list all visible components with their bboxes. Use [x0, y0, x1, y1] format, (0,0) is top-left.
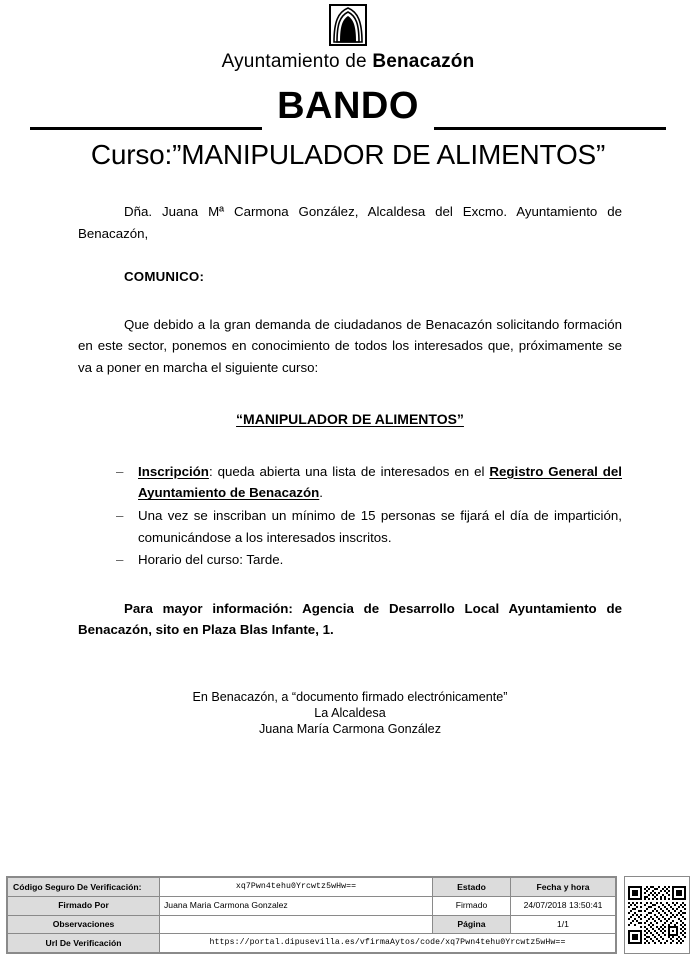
minimo-personas-text: Una vez se inscriban un mínimo de 15 personas se fijará el día de impartición, comunicándose a los interesados inscritos.: [138, 508, 622, 545]
organization-name: [0, 52, 696, 73]
signature-role-line: La Alcaldesa: [314, 706, 386, 721]
dash-bullet-icon: –: [116, 552, 124, 568]
signature-block: [78, 689, 622, 738]
verification-footer: [0, 876, 696, 954]
main-paragraph: Que debido a la gran demanda de ciudadanos de Benacazón solicitando formación en este sector, ponemos en conocimiento de todos los interesados que, próximamente se va a poner en marcha el siguiente curso:: [78, 316, 622, 375]
dash-bullet-icon: –: [116, 508, 124, 523]
fecha-header: Fecha y hora: [511, 878, 616, 897]
course-name-heading: “MANIPULADOR DE ALIMENTOS”: [236, 411, 464, 428]
intro-paragraph: Dña. Juana Mª Carmona González, Alcaldesa del Excmo. Ayuntamiento de Benacazón,: [78, 204, 622, 241]
qr-code-icon[interactable]: [624, 876, 690, 954]
signed-by-value: Juana Maria Carmona Gonzalez: [160, 896, 433, 915]
document-header: [0, 0, 696, 73]
table-row: [8, 878, 616, 897]
csv-value: xq7Pwn4tehu0Yrcwtz5wHw==: [160, 878, 433, 897]
signed-by-label: Firmado Por: [8, 896, 160, 915]
title-rules: [0, 123, 696, 133]
organization-prefix: Ayuntamiento de: [221, 51, 373, 72]
title-rule-right: [434, 127, 666, 130]
title-rule-left: [30, 127, 262, 130]
pagina-label: Página: [433, 915, 511, 934]
table-row: [8, 934, 616, 953]
conditions-list: [78, 461, 622, 571]
horario-text: Horario del curso: Tarde.: [138, 552, 284, 568]
table-row: [8, 896, 616, 915]
course-subtitle: Curso:”MANIPULADOR DE ALIMENTOS”: [90, 138, 606, 170]
estado-value: Firmado: [433, 896, 511, 915]
signature-place-line: En Benacazón, a “documento firmado electrónicamente”: [192, 689, 508, 704]
registro-general-emphasis: Registro General del Ayuntamiento de Benacazón: [138, 463, 622, 501]
observations-value: [160, 915, 433, 934]
list-item: [116, 461, 622, 504]
inscripcion-text: : queda abierta una lista de interesados en el: [208, 463, 490, 479]
page-title: BANDO: [277, 84, 419, 127]
bando-title-block: [0, 84, 696, 171]
table-row: [8, 915, 616, 934]
comunico-heading: COMUNICO:: [124, 269, 205, 285]
fecha-value: 24/07/2018 13:50:41: [511, 896, 616, 915]
list-item: [116, 505, 622, 548]
dash-bullet-icon: –: [116, 463, 124, 479]
verification-url-label: Url De Verificación: [8, 934, 160, 953]
csv-label: Código Seguro De Verificación:: [8, 878, 160, 897]
signature-name-line: Juana María Carmona González: [258, 722, 441, 737]
gothic-arch-crest-icon: [329, 4, 367, 46]
inscripcion-label: Inscripción: [138, 463, 209, 479]
estado-header: Estado: [433, 878, 511, 897]
inscripcion-tail: .: [319, 485, 323, 501]
verification-url-value[interactable]: https://portal.dipusevilla.es/vfirmaAytos/code/xq7Pwn4tehu0Yrcwtz5wHw==: [160, 934, 616, 953]
contact-paragraph: Para mayor información: Agencia de Desarrollo Local Ayuntamiento de Benacazón, sito en Plaza Blas Infante, 1.: [78, 600, 622, 638]
verification-table-wrapper: [6, 876, 617, 954]
pagina-value: 1/1: [511, 915, 616, 934]
list-item: [116, 549, 622, 571]
organization-municipality: Benacazón: [372, 51, 475, 72]
observations-label: Observaciones: [8, 915, 160, 934]
document-body: [78, 201, 622, 738]
verification-table: [7, 877, 616, 953]
